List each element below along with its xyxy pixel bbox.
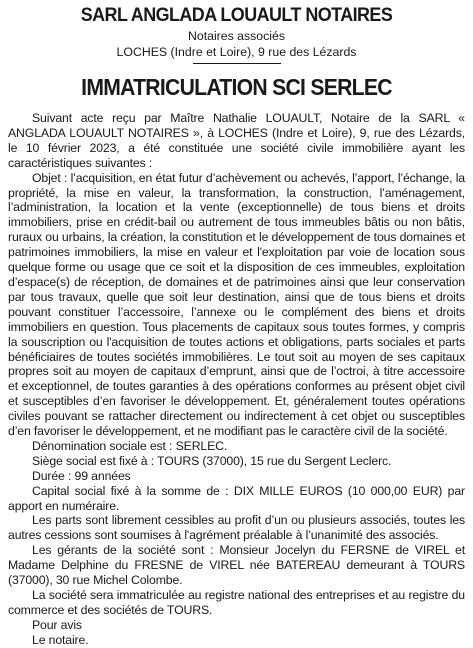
header-divider	[193, 63, 281, 64]
paragraph-capital: Capital social fixé à la somme de : DIX MILLE EUROS (10 000,00 EUR) par apport en numéraire.	[8, 483, 465, 513]
notice-body	[8, 111, 465, 648]
notice-title: IMMATRICULATION SCI SERLEC	[81, 74, 392, 100]
paragraph-object: Objet : l’acquisition, en état futur d’achèvement ou achevés, l’apport, l’échange, la propriété, la mise en valeur, la transformation, la construction, l’aménagement, l’administration, la location et la vente (exceptionnelle) de tous biens et droits immobiliers, prise en crédit-bail ou autrement de tous immeubles bâtis ou non bâtis, ruraux ou urbains, la création, la constitution et le développement de tous domaines et patrimoines immobiliers, la mise en valeur et l'exploitation par voie de location sous quelque forme ou usage que ce soit et la disposition de ces immeubles, exploitation d’espace(s) de réception, de domaines et de patrimoines ainsi que leur conservation par tous travaux, quelle que soit leur destination, ainsi que de tous biens et droits pouvant constituer l’accessoire, l’annexe ou le complément des biens et droits immobiliers en question. Tous placements de capitaux sous toutes formes, y compris la souscription ou l'acquisition de toutes actions et obligations, parts sociales et parts bénéficiaires de toutes sociétés immobilières. Le tout soit au moyen de ses capitaux propres soit au moyen de capitaux d’emprunt, ainsi que de l’octroi, à titre accessoire et exceptionnel, de toutes garanties à des opérations conformes au présent objet civil et susceptibles d’en favoriser le développement. Et, généralement toutes opérations civiles pouvant se rattacher directement ou indirectement à cet objet ou susceptibles d’en favoriser le développement, et ne modifiant pas le caractère civil de la société.	[8, 170, 465, 439]
paragraph-managers: Les gérants de la société sont : Monsieur Jocelyn du FERSNE de VIREL et Madame Delphine du FRESNE de VIREL née BATEREAU demeurant à TOURS (37000), 30 rue Michel Colombe.	[8, 543, 465, 588]
paragraph-intro: Suivant acte reçu par Maître Nathalie LOUAULT, Notaire de la SARL « ANGLADA LOUAULT NOTAIRES », à LOCHES (Indre et Loire), 9, rue des Lézards, le 10 février 2023, a été constituée une société civile immobilière ayant les caractéristiques suivantes :	[8, 111, 465, 170]
paragraph-duration: Durée : 99 années	[32, 468, 131, 483]
paragraph-shares: Les parts sont librement cessibles au profit d’un ou plusieurs associés, toutes les autres cessions sont soumises à l'agrément préalable à l’unanimité des associés.	[8, 513, 465, 543]
paragraph-signature: Le notaire.	[32, 632, 89, 647]
legal-notice	[8, 0, 465, 648]
firm-role: Notaires associés	[187, 29, 286, 43]
paragraph-registration: La société sera immatriculée au registre national des entreprises et au registre du commerce et des sociétés de TOURS.	[8, 588, 465, 617]
firm-address: LOCHES (Indre et Loire), 9 rue des Lézards	[116, 45, 357, 59]
paragraph-seat: Siège social est fixé à : TOURS (37000), 15 rue du Sergent Leclerc.	[32, 453, 392, 468]
paragraph-name: Dénomination sociale est : SERLEC.	[32, 438, 228, 453]
firm-name: SARL ANGLADA LOUAULT NOTAIRES	[80, 4, 393, 26]
paragraph-pour-avis: Pour avis	[32, 617, 82, 632]
